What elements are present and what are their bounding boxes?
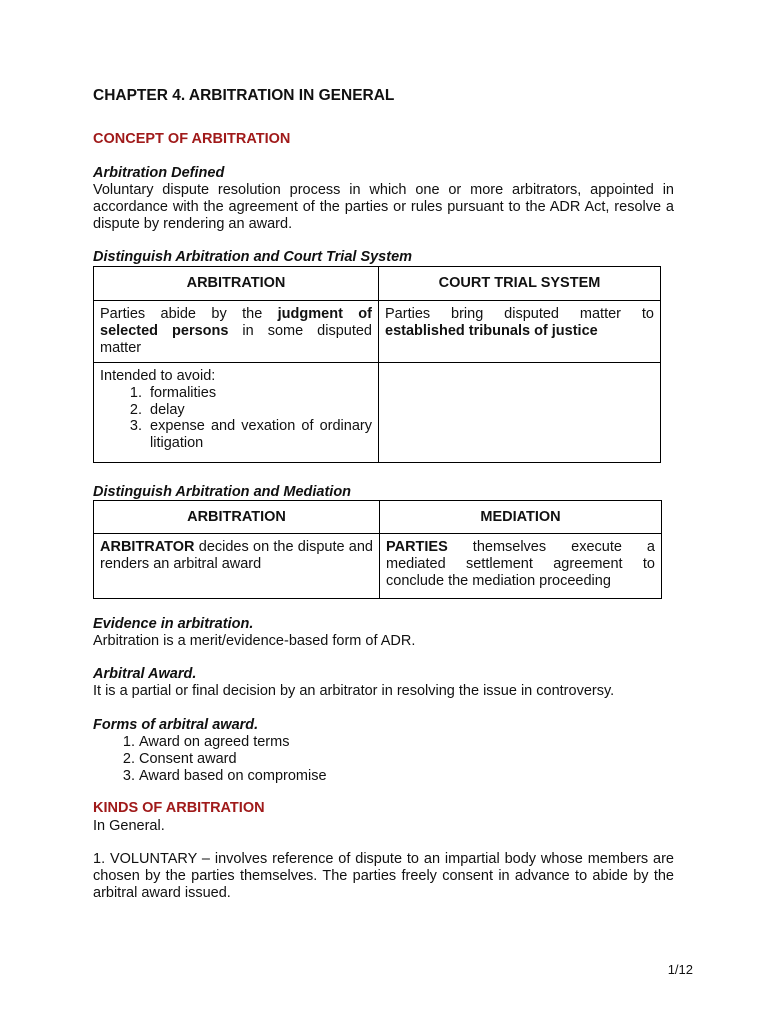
table1-header-arbitration: ARBITRATION — [94, 267, 379, 301]
list-item: 3. Award based on compromise — [139, 768, 539, 785]
chapter-title: CHAPTER 4. ARBITRATION IN GENERAL — [93, 87, 395, 104]
voluntary-paragraph: 1. VOLUNTARY – involves reference of dispute to an impartial body whose members are chosen by the parties themselves. The parties freely consent in advance to abide by the arbitral award issued. — [93, 851, 674, 901]
table1-row1-arbitration: Parties abide by the judgment of selected persons in some disputed matter — [94, 301, 379, 363]
intended-to-avoid-label: Intended to avoid: — [100, 368, 216, 384]
subheading-arbitral-award: Arbitral Award. — [93, 666, 197, 682]
section-heading-kinds: KINDS OF ARBITRATION — [93, 800, 265, 816]
definition-paragraph: Voluntary dispute resolution process in which one or more arbitrators, appointed in accordance with the agreement of the parties or rules pursuant to the ADR Act, resolve a dispute by rendering an award. — [93, 182, 674, 232]
comparison-table-court — [93, 266, 661, 463]
forms-list — [93, 734, 539, 784]
arbitral-award-text: It is a partial or final decision by an arbitrator in resolving the issue in controversy. — [93, 683, 615, 699]
table1-caption: Distinguish Arbitration and Court Trial System — [93, 249, 413, 265]
table2-header-mediation: MEDIATION — [380, 501, 662, 534]
subheading-evidence: Evidence in arbitration. — [93, 616, 254, 632]
page-number: 1/12 — [667, 962, 693, 977]
table2-caption: Distinguish Arbitration and Mediation — [93, 484, 352, 500]
table1-row1-court: Parties bring disputed matter to established tribunals of justice — [379, 301, 661, 363]
section-heading-concept: CONCEPT OF ARBITRATION — [93, 131, 291, 147]
list-item: 2. Consent award — [139, 751, 539, 768]
comparison-table-mediation — [93, 500, 662, 599]
table2-header-arbitration: ARBITRATION — [94, 501, 380, 534]
table1-row2-court-empty — [379, 363, 661, 463]
subheading-arbitration-defined: Arbitration Defined — [93, 165, 225, 181]
evidence-text: Arbitration is a merit/evidence-based form of ADR. — [93, 633, 416, 649]
table1-header-court: COURT TRIAL SYSTEM — [379, 267, 661, 301]
table2-row-mediation: PARTIES themselves execute a mediated settlement agreement to conclude the mediation proceeding — [380, 534, 662, 599]
table2-row-arbitration: ARBITRATOR decides on the dispute and renders an arbitral award — [94, 534, 380, 599]
subheading-forms: Forms of arbitral award. — [93, 717, 259, 733]
list-item: 1. Award on agreed terms — [139, 734, 539, 751]
list-item: 1. formalities — [146, 385, 372, 402]
kinds-in-general: In General. — [93, 818, 165, 834]
table1-row2-arbitration — [94, 363, 379, 463]
list-item: 3. expense and vexation of ordinary litigation — [146, 418, 372, 452]
avoid-list — [100, 385, 372, 452]
list-item: 2. delay — [146, 402, 372, 419]
